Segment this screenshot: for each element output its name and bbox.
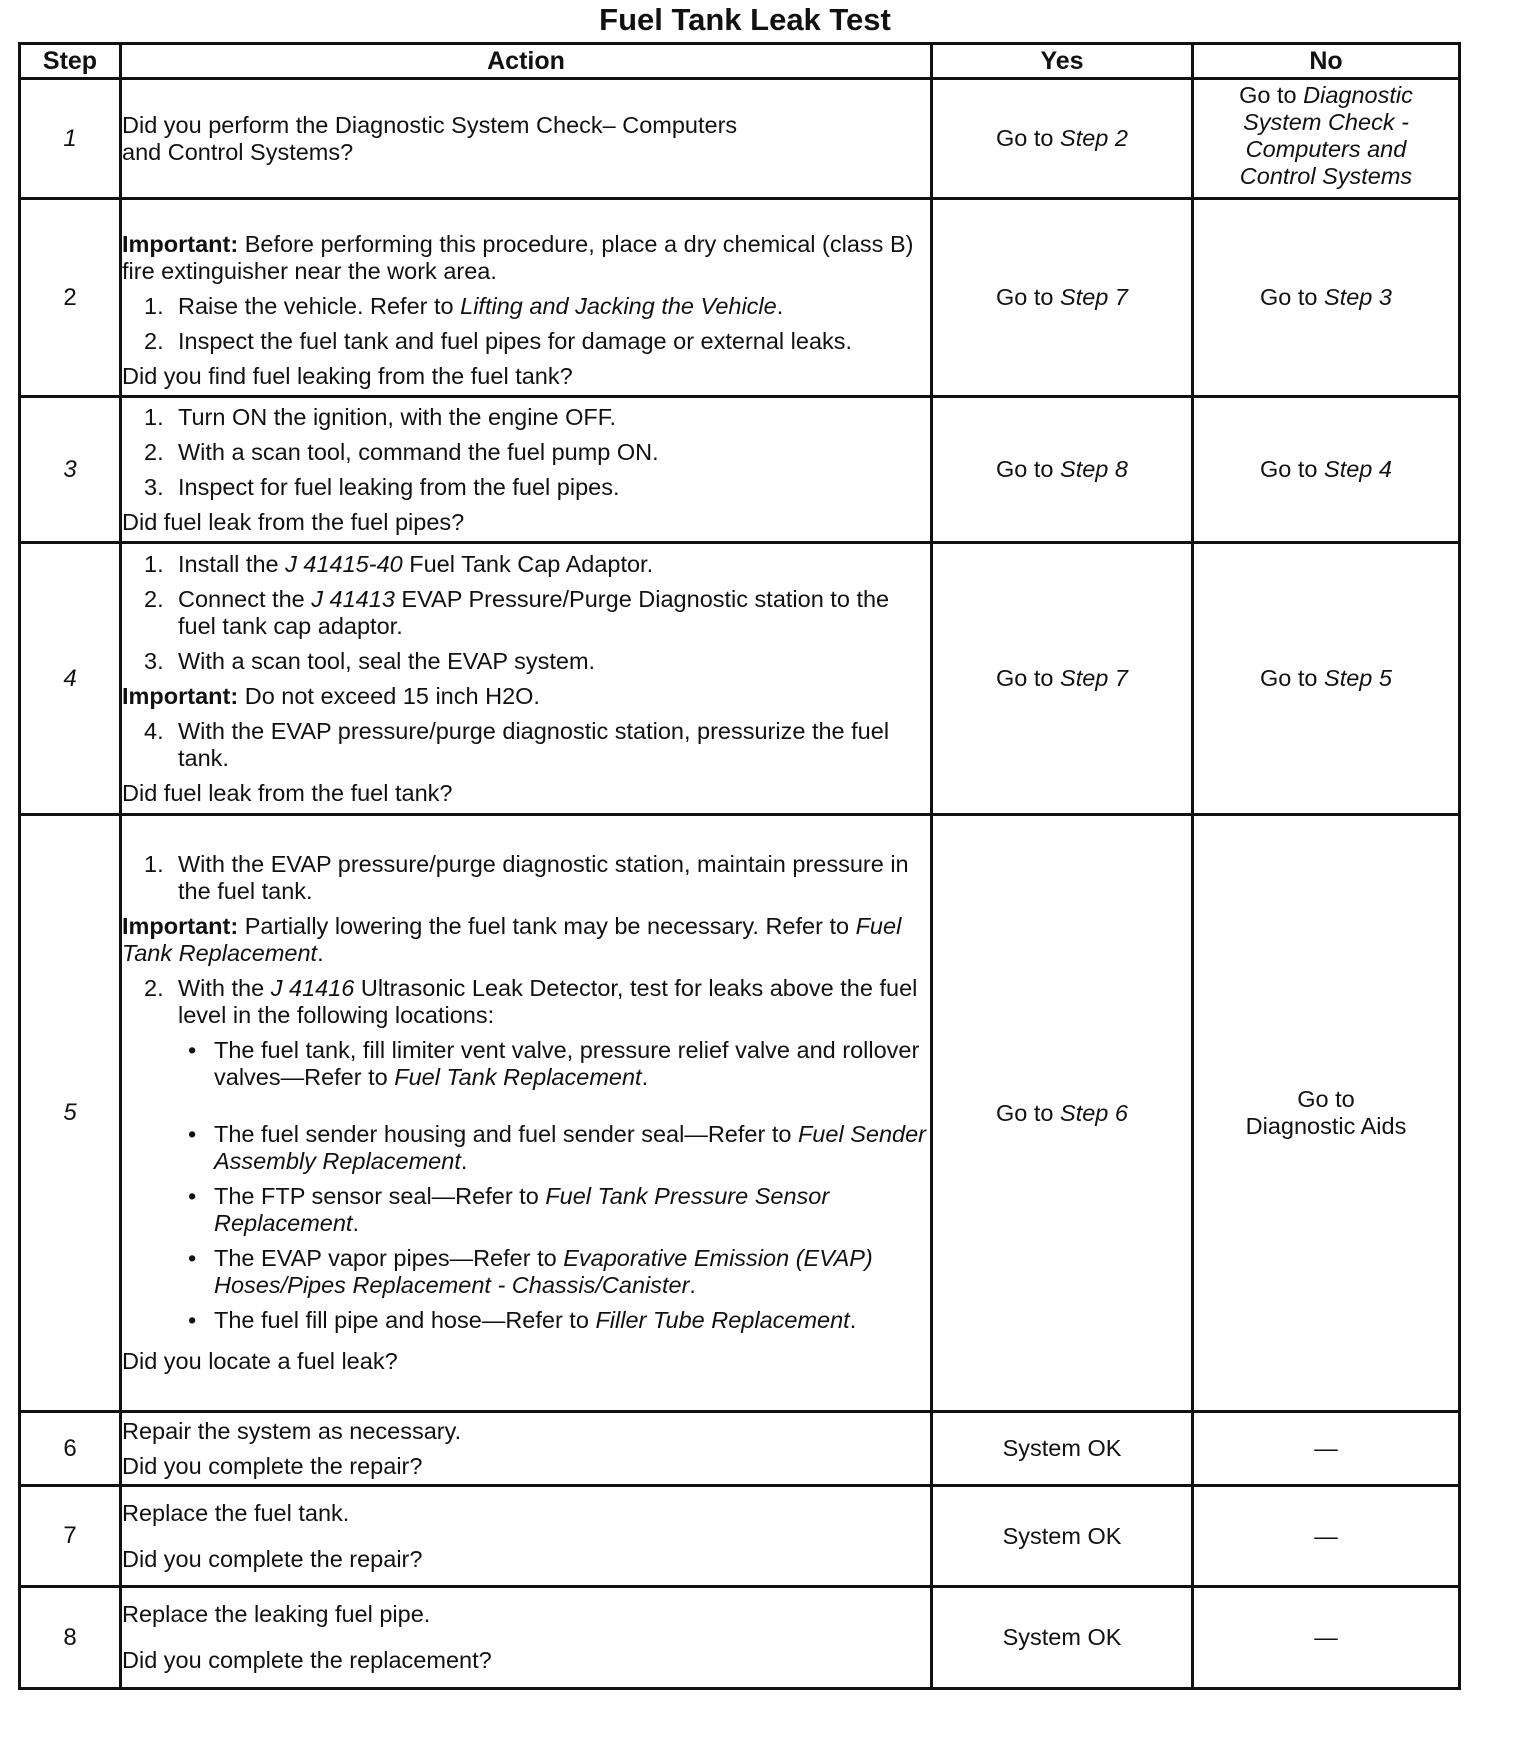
item-text: Raise the vehicle. Refer to [178, 293, 461, 319]
bullet-text: The fuel sender housing and fuel sender seal—Refer to [214, 1121, 798, 1147]
yes-result [932, 79, 1193, 199]
page-title: Fuel Tank Leak Test [599, 2, 891, 37]
item-text-end: Ultrasonic Leak Detector, test for leaks above the fuel level in the following locations: [178, 975, 918, 1028]
step-number: 2 [20, 199, 121, 397]
item-number: 4. [144, 717, 164, 744]
procedure-ref-link[interactable]: Filler Tube Replacement [595, 1307, 850, 1333]
table-row [20, 1486, 1460, 1587]
yes-result: System OK [932, 1486, 1193, 1587]
header-no: No [1193, 44, 1460, 79]
goto-text: Go to [996, 456, 1061, 482]
item-text: Inspect the fuel tank and fuel pipes for damage or external leaks. [178, 328, 853, 354]
diagnostic-table [18, 42, 1461, 1690]
important-text-end: . [317, 940, 324, 966]
step-number: 4 [20, 543, 121, 815]
step-question: Did you locate a fuel leak? [122, 1348, 398, 1374]
step-question: Did you complete the replacement? [122, 1647, 492, 1673]
procedure-ref-link[interactable]: Evaporative Emission (EVAP) Hoses/Pipes Replacement - Chassis/Canister [214, 1245, 873, 1298]
no-result: — [1193, 1412, 1460, 1486]
header-yes: Yes [932, 44, 1193, 79]
yes-result [932, 397, 1193, 543]
diagnostic-aids-link[interactable]: Diagnostic Aids [1245, 1113, 1407, 1139]
step-action [121, 1486, 932, 1587]
step-question: Did you perform the Diagnostic System Check [122, 111, 603, 138]
bullet-icon: • [188, 1183, 197, 1209]
bullet-text: The EVAP vapor pipes—Refer to [214, 1245, 564, 1271]
table-row [20, 79, 1460, 199]
step-action [121, 397, 932, 543]
important-label: Important: [122, 231, 239, 257]
header-action: Action [121, 44, 932, 79]
goto-text: Go to [1260, 284, 1325, 310]
step-ref-link[interactable]: Step 6 [1060, 1099, 1128, 1126]
step-action [121, 1412, 932, 1486]
item-number: 1. [144, 293, 164, 319]
no-result: — [1193, 1587, 1460, 1689]
goto-text: Go to [996, 284, 1061, 310]
step-ref-link[interactable]: Diagnostic System Check - Computers and Control Systems [1239, 81, 1413, 189]
no-result [1193, 815, 1460, 1412]
yes-result: System OK [932, 1587, 1193, 1689]
procedure-ref-link[interactable]: Fuel Sender Assembly Replacement [214, 1121, 926, 1174]
no-result [1193, 79, 1460, 199]
item-text: With a scan tool, seal the EVAP system. [178, 647, 596, 674]
item-number: 2. [144, 585, 164, 612]
item-number: 3. [144, 647, 164, 674]
yes-result [932, 543, 1193, 815]
item-text: With the [178, 975, 271, 1001]
step-number: 5 [20, 815, 121, 1412]
step-number: 6 [20, 1412, 121, 1486]
step-ref-link[interactable]: Step 2 [1060, 125, 1128, 151]
tool-ref: J 41415-40 [285, 550, 403, 577]
list-item [188, 1121, 930, 1175]
action-text: Replace the leaking fuel pipe. [122, 1601, 431, 1627]
goto-text: Go to [1260, 665, 1325, 691]
tool-ref: J 41413 [311, 585, 395, 612]
no-result [1193, 397, 1460, 543]
bullet-text: The fuel fill pipe and hose—Refer to [214, 1307, 596, 1333]
list-item [188, 1307, 930, 1334]
item-text-end: Fuel Tank Cap Adaptor. [402, 550, 654, 577]
bullet-icon: • [188, 1037, 197, 1063]
bullet-text: The fuel tank, fill limiter vent valve, pressure relief valve and rollover valves—Refer to [214, 1037, 920, 1090]
step-number: 1 [20, 79, 121, 199]
yes-result: System OK [932, 1412, 1193, 1486]
table-row [20, 1587, 1460, 1689]
step-number: 8 [20, 1587, 121, 1689]
table-row [20, 199, 1460, 397]
step-question: Did fuel leak from the fuel pipes? [122, 508, 465, 535]
important-label: Important: [122, 913, 239, 939]
procedure-ref-link[interactable]: Fuel Tank Replacement [394, 1064, 642, 1090]
item-number: 1. [144, 851, 164, 877]
bullet-text-end: . [460, 1148, 468, 1174]
step-question: Did fuel leak from the fuel tank? [122, 779, 453, 806]
item-number: 1. [144, 403, 164, 430]
item-text: Turn ON the ignition, with the engine OFF. [178, 403, 617, 430]
item-text: Inspect for fuel leaking from the fuel pipes. [178, 473, 620, 500]
action-text: Repair the system as necessary. [122, 1417, 462, 1444]
procedure-ref-link[interactable]: Lifting and Jacking the Vehicle [460, 293, 777, 319]
item-text: With the EVAP pressure/purge diagnostic station, pressurize the fuel tank. [178, 717, 890, 771]
item-text: Connect the [178, 585, 312, 612]
bullet-text-end: . [641, 1064, 649, 1090]
step-action [121, 79, 932, 199]
step-ref-link[interactable]: Step 8 [1060, 456, 1128, 482]
goto-text: Go to [1239, 81, 1304, 108]
goto-text: Go to [996, 665, 1061, 691]
action-text: Replace the fuel tank. [122, 1499, 350, 1526]
no-result [1193, 199, 1460, 397]
important-text: Do not exceed 15 inch H2O. [238, 682, 540, 709]
list-item [188, 1183, 930, 1237]
yes-result [932, 199, 1193, 397]
important-label: Important: [122, 682, 239, 709]
yes-result [932, 815, 1193, 1412]
bullet-icon: • [188, 1245, 197, 1271]
goto-text: Go to [996, 125, 1061, 151]
step-ref-link[interactable]: Step 5 [1324, 665, 1392, 691]
bullet-text-end: . [849, 1307, 857, 1333]
procedure-ref-link[interactable]: Fuel Tank Replacement [122, 913, 902, 966]
step-number: 3 [20, 397, 121, 543]
no-result [1193, 543, 1460, 815]
goto-text: Go to [1260, 456, 1325, 482]
table-row [20, 815, 1460, 1412]
tool-ref: J 41416 [270, 975, 355, 1001]
no-result: — [1193, 1486, 1460, 1587]
step-ref-link[interactable]: Step 3 [1324, 284, 1392, 310]
list-item [188, 1245, 930, 1299]
table-row [20, 397, 1460, 543]
item-number: 1. [144, 550, 164, 577]
question-cont: and Control Systems? [122, 138, 354, 165]
table-row [20, 543, 1460, 815]
goto-text: Go to [1297, 1086, 1355, 1112]
item-text: With a scan tool, command the fuel pump ON. [178, 438, 659, 465]
step-question: Did you complete the repair? [122, 1545, 423, 1572]
item-number: 2. [144, 328, 164, 354]
step-ref-link[interactable]: Step 7 [1060, 284, 1128, 310]
item-number: 2. [144, 438, 164, 465]
important-text: Before performing this procedure, place a dry chemical (class B) fire extinguisher near the work area. [122, 231, 914, 284]
question-suffix: – Computers [602, 111, 738, 138]
table-row [20, 1412, 1460, 1486]
item-number: 2. [144, 975, 164, 1001]
important-text: Partially lowering the fuel tank may be necessary. Refer to [238, 913, 856, 939]
step-ref-link[interactable]: Step 4 [1324, 456, 1392, 482]
header-step: Step [20, 44, 121, 79]
step-ref-link[interactable]: Step 7 [1060, 665, 1128, 691]
bullet-icon: • [188, 1307, 197, 1333]
item-text: With the EVAP pressure/purge diagnostic station, maintain pressure in the fuel tank. [178, 851, 909, 904]
step-action [121, 1587, 932, 1689]
step-action [121, 543, 932, 815]
bullet-text: The FTP sensor seal—Refer to [214, 1183, 546, 1209]
procedure-ref-link[interactable]: Fuel Tank Pressure Sensor Replacement [214, 1183, 830, 1236]
step-question: Did you find fuel leaking from the fuel tank? [122, 363, 573, 389]
list-item [188, 1037, 930, 1091]
bullet-icon: • [188, 1121, 197, 1147]
item-text-end: EVAP Pressure/Purge Diagnostic station to the fuel tank cap adaptor. [178, 585, 890, 639]
step-action [121, 815, 932, 1412]
bullet-text-end: . [689, 1272, 696, 1298]
step-number: 7 [20, 1486, 121, 1587]
bullet-text-end: . [352, 1210, 359, 1236]
goto-text: Go to [996, 1099, 1061, 1126]
item-text-end: . [776, 293, 784, 319]
item-number: 3. [144, 473, 164, 500]
step-action [121, 199, 932, 397]
item-text: Install the [178, 550, 286, 577]
step-question: Did you complete the repair? [122, 1452, 423, 1479]
table-header-row [20, 44, 1460, 79]
